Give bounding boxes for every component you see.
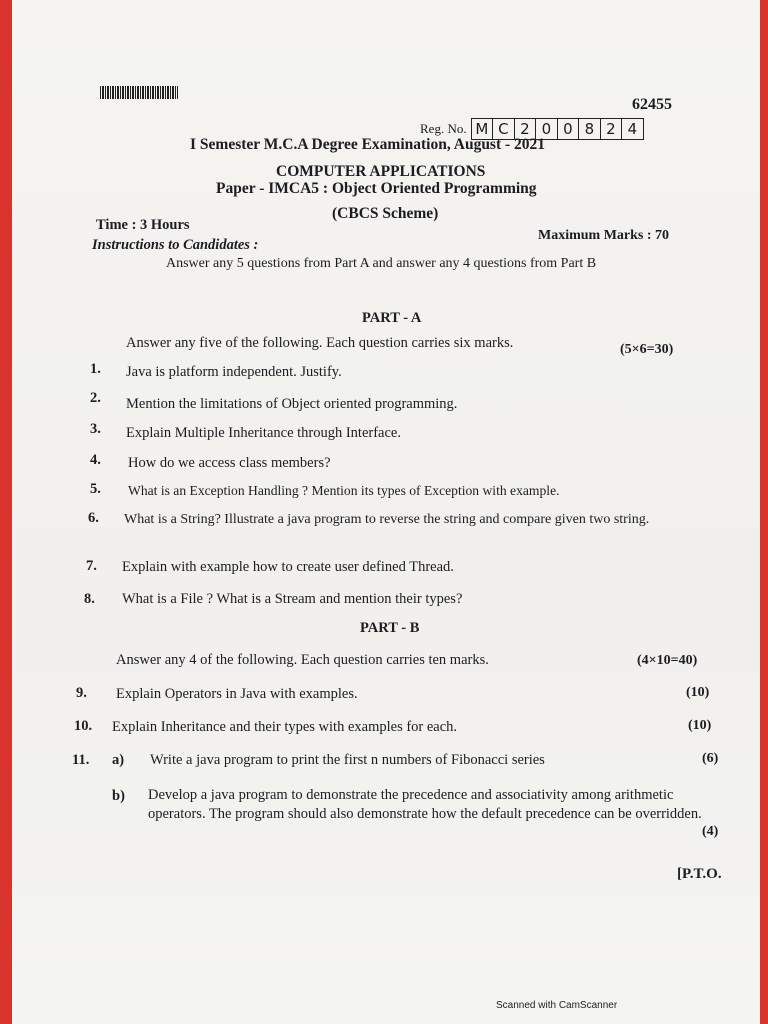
barcode [100,86,178,99]
question-number: 11. [72,752,90,768]
question-number: 5. [90,481,101,497]
reg-box: 4 [627,120,638,138]
part-b-instruction: Answer any 4 of the following. Each question carries ten marks. [116,652,489,668]
part-b-title: PART - B [360,620,420,636]
question-text: Mention the limitations of Object oriented programming. [126,396,458,412]
question-marks: (10) [686,685,710,700]
left-edge-red [0,0,12,1024]
reg-box: M [472,119,494,139]
question-number: 2. [90,390,101,406]
question-number: 10. [74,718,93,734]
question-number: 4. [90,452,101,468]
instructions-text: Answer any 5 questions from Part A and answer any 4 questions from Part B [166,256,597,271]
question-text: Explain Multiple Inheritance through Interface. [126,425,401,441]
question-marks: (10) [688,718,712,733]
reg-box: 2 [601,119,623,139]
part-b-marks: (4×10=40) [637,653,698,668]
reg-box: C [493,119,515,139]
reg-box: 0 [558,119,580,139]
sub-question-label: b) [112,788,125,804]
time-allowed: Time : 3 Hours [96,217,190,233]
question-marks: (6) [702,751,719,766]
question-text: Write a java program to print the first n numbers of Fibonacci series [150,752,545,768]
instructions-heading: Instructions to Candidates : [92,237,259,253]
camscanner-watermark: Scanned with CamScanner [496,1000,618,1011]
paper-title: Paper - IMCA5 : Object Oriented Programming [216,180,537,197]
reg-box: 0 [536,119,558,139]
exam-title: I Semester M.C.A Degree Examination, August - 2021 [190,136,546,153]
max-marks: Maximum Marks : 70 [538,228,670,243]
question-text: Explain Operators in Java with examples. [116,686,358,702]
question-text: Explain with example how to create user defined Thread. [122,559,454,575]
reg-box: 8 [579,119,601,139]
pto-marker: [P.T.O. [677,866,722,882]
sub-question-label: a) [112,752,125,768]
question-text: What is a File ? What is a Stream and mention their types? [122,591,463,607]
paper-code: 62455 [632,96,672,113]
question-number: 9. [76,685,87,701]
part-a-instruction: Answer any five of the following. Each question carries six marks. [126,335,514,351]
right-edge-red [760,0,768,1024]
reg-box: 2 [515,119,537,139]
question-text: What is a String? Illustrate a java program to reverse the string and compare given two string. [124,512,650,527]
part-a-marks: (5×6=30) [620,342,674,357]
question-marks: (4) [702,824,719,839]
scheme-title: (CBCS Scheme) [332,205,439,222]
question-text: How do we access class members? [128,455,331,471]
question-text: Java is platform independent. Justify. [126,364,342,380]
part-a-title: PART - A [362,310,422,326]
question-number: 7. [86,558,97,574]
question-text: Explain Inheritance and their types with examples for each. [112,719,458,735]
question-number: 1. [90,361,101,377]
question-text: Develop a java program to demonstrate the precedence and associativity among arithmetic operators. The program should also demonstrate how the default precedence can be overridden. [148,787,702,822]
question-number: 3. [90,421,101,437]
question-number: 8. [84,591,95,607]
reg-label: Reg. No. [420,121,467,136]
question-text: What is an Exception Handling ? Mention its types of Exception with example. [128,483,560,498]
subject-title: COMPUTER APPLICATIONS [276,163,486,180]
question-number: 6. [88,510,99,526]
